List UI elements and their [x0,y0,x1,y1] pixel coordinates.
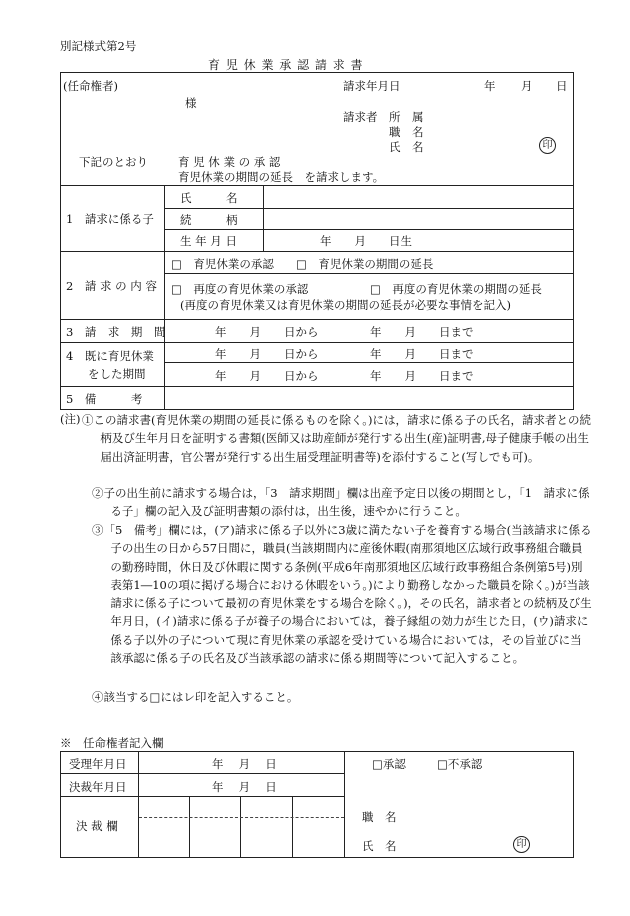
period-to: 年 月 日まで [370,325,474,339]
note-1: ①この請求書(育児休業の期間の延長に係るものを除く。)には，請求に係る子の氏名，請求者との続柄及び生年月日を証明する書類(医師又は助産師が発行する出生(産)証明書,母子健康手帳の出生届出済証明書，官公署が発行する出生届受理証明書等)を添付すること(写しでも可)。 [82,413,591,464]
checkbox-approval[interactable]: □ 育児休業の承認 [171,257,274,271]
admin-name-label: 氏 名 [362,839,397,853]
intro-text: 下記のとおり [79,155,148,169]
admin-seal-icon: 印 [513,836,530,853]
prior-from-1: 年 月 日から [215,347,319,361]
checkbox-re-extension[interactable]: □ 再度の育児休業の期間の延長 [370,282,542,296]
child-dob-label: 生 年 月 日 [180,234,237,248]
date-day: 日 [556,79,568,93]
option-extension: 育児休業の期間の延長 を請求します。 [178,170,385,184]
form-id: 別記様式第2号 [60,39,137,53]
note-2: ②子の出生前に請求する場合は，「3 請求期間」欄は出産予定日以後の期間とし，「1 請求に係る子」欄の記入及び証明書類の添付は，出生後，速やかに行うこと。 [92,486,590,519]
child-dob-value: 年 月 日生 [320,234,412,248]
note-4: ④該当する□にはレ印を記入すること。 [92,690,299,704]
recipient-label: (任命権者) [63,79,118,93]
admin-section-title: ※ 任命権者記入欄 [60,736,164,750]
content-section-label: 2 請 求 の 内 容 [66,279,157,293]
option-approval: 育 児 休 業 の 承 認 [178,155,281,169]
prior-to-2: 年 月 日まで [370,369,474,383]
form-title: 育 児 休 業 承 認 請 求 書 [208,58,364,72]
decided-date-value: 年 月 日 [212,780,277,794]
checkbox-re-approval[interactable]: □ 再度の育児休業の承認 [171,282,309,296]
approval-label: 決 裁 欄 [76,819,118,833]
sama-label: 様 [185,96,197,110]
dept-label: 所 属 [389,110,424,124]
received-date-label: 受理年月日 [69,757,127,771]
seal-icon: 印 [539,137,556,154]
name-label: 氏 名 [389,140,424,154]
period-section-label: 3 請 求 期 間 [66,325,166,339]
period-from: 年 月 日から [215,325,319,339]
requester-label: 請求者 [343,110,378,124]
child-section-label: 1 請求に係る子 [66,212,154,226]
admin-post-label: 職 名 [362,810,397,824]
prior-section-label-2: をした期間 [88,367,146,381]
approve-checkbox[interactable]: □承認 [372,757,406,771]
prior-section-label: 4 既に育児休業 [66,349,154,363]
received-date-value: 年 月 日 [212,757,277,771]
remarks-label: 5 備 考 [66,392,143,406]
checkbox-extension[interactable]: □ 育児休業の期間の延長 [296,257,434,271]
prior-to-1: 年 月 日まで [370,347,474,361]
prior-from-2: 年 月 日から [215,369,319,383]
note-3: ③「5 備考」欄には，(ア)請求に係る子以外に3歳に満たない子を養育する場合(当該請求に係る子の出生の日から57日間に，職員(当該期間内に産後休暇(南那須地区広域行政事務組合職員の勤務時間，休日及び休暇に関する条例(平成6年南那須地区広域行政事務組合条例第5号)別表第1―10の項に掲げる場合における休暇をいう。)により勤務しなかった職員を除く。)が当該請求に係る子について最初の育児休業をする場合を除く。)，その氏名，請求者との続柄及び生年月日，(イ)請求に係る子が養子の場合においては，養子縁組の効力が生じた日，(ウ)請求に係る子以外の子について現に育児休業の承認を受けている場合においては，その旨並びに当該承認に係る子の氏名及び当該承認の請求に係る期間等について記入すること。 [92,523,592,666]
request-date-label: 請求年月日 [343,79,401,93]
child-relation-label: 続 柄 [180,213,238,227]
content-note: (再度の育児休業又は育児休業の期間の延長が必要な事情を記入) [180,298,511,312]
decided-date-label: 決裁年月日 [69,780,127,794]
reject-checkbox[interactable]: □不承認 [437,757,483,771]
date-year: 年 [484,79,496,93]
date-month: 月 [521,79,533,93]
child-name-label: 氏 名 [180,191,238,205]
post-label: 職 名 [389,125,424,139]
notes-head: (注) [60,412,81,426]
